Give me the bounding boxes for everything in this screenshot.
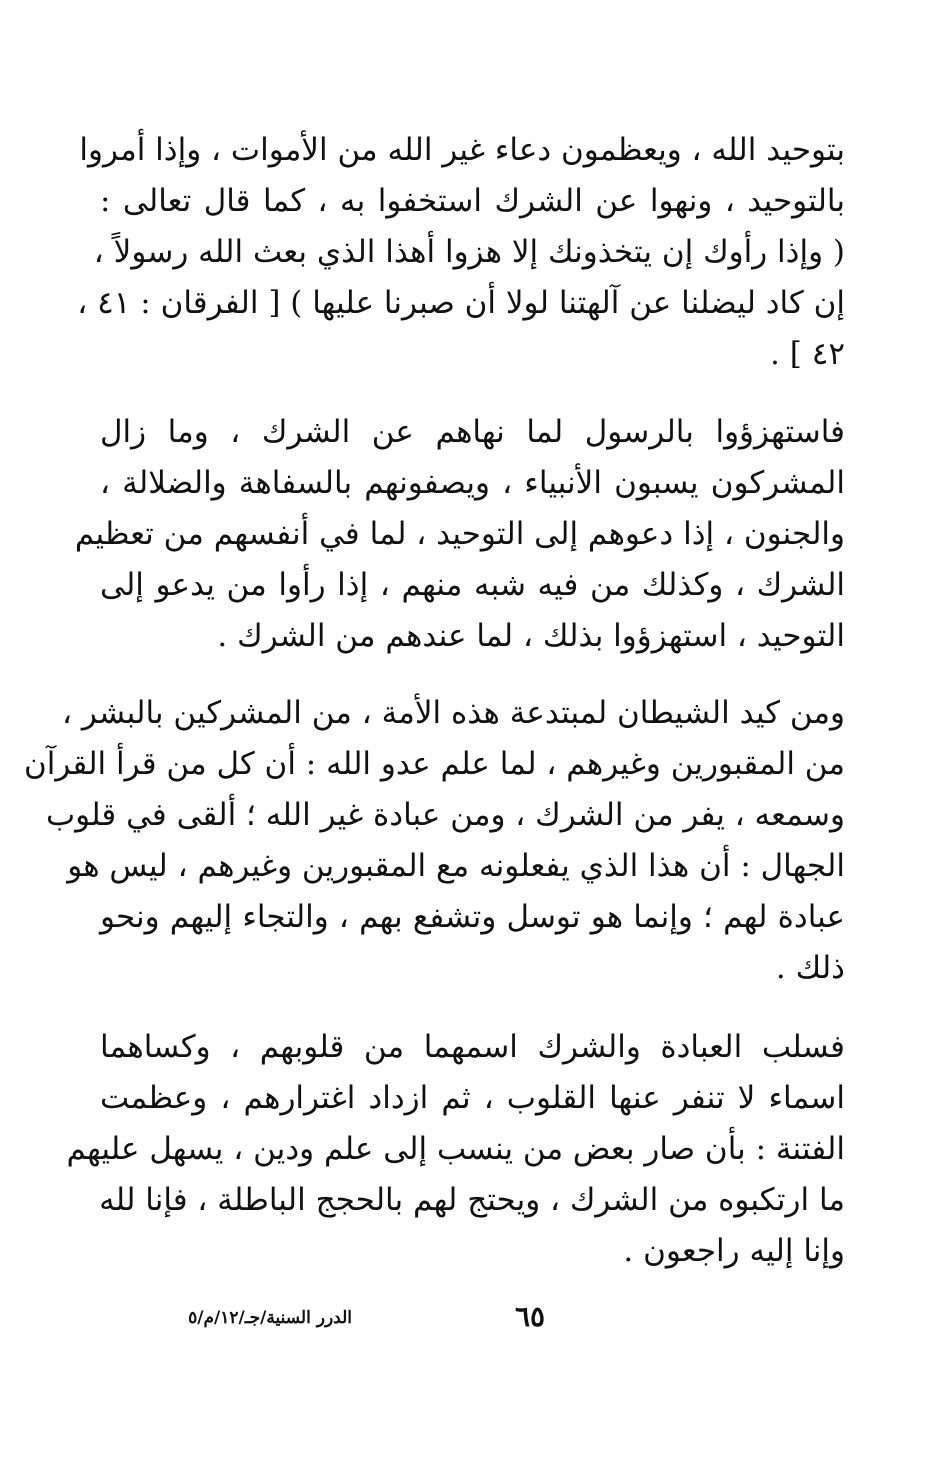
page-footer [100,1300,845,1340]
paragraph-3 [23,688,845,994]
text-line: الفتنة : بأن صار بعض من ينسب إلى علم ودين ، يسهل عليهم [66,1131,845,1167]
text-line: اسماء لا تنفر عنها القلوب ، ثم ازداد اغترارهم ، وعظمت [100,1080,845,1116]
text-line: ( وإذا رأوك إن يتخذونك إلا هزوا أهذا الذي بعث الله رسولاً ، [93,234,845,270]
text-line: الشرك ، وكذلك من فيه شبه منهم ، إذا رأوا من يدعو إلى [100,567,845,603]
text-line: والجنون ، إذا دعوهم إلى التوحيد ، لما في أنفسهم من تعظيم [74,516,845,552]
text-line: من المقبورين وغيرهم ، لما علم عدو الله : أن كل من قرأ القرآن [23,746,845,782]
source-reference: الدرر السنية/جـ/١٢/م/٥ [188,1308,352,1328]
text-line: فسلب العبادة والشرك اسمهما من قلوبهم ، وكساهما [100,1029,845,1065]
text-line: ما ارتكبوه من الشرك ، ويحتج لهم بالحجج الباطلة ، فإنا لله [99,1182,845,1218]
text-line: ٤٢ ] . [770,336,845,372]
page-number: ٦٥ [514,1300,546,1333]
text-line: وإنا إليه راجعون . [623,1233,845,1269]
text-line: الجهال : أن هذا الذي يفعلونه مع المقبورين وغيرهم ، ليس هو [67,848,845,884]
text-line: بتوحيد الله ، ويعظمون دعاء غير الله من الأموات ، وإذا أمروا [79,132,845,168]
text-line: فاستهزؤوا بالرسول لما نهاهم عن الشرك ، وما زال [100,414,845,450]
text-line: إن كاد ليضلنا عن آلهتنا لولا أن صبرنا عليها ) [ الفرقان : ٤١ ، [77,285,845,321]
text-line: المشركون يسبون الأنبياء ، ويصفونهم بالسفاهة والضلالة ، [100,465,845,501]
text-line: عبادة لهم ؛ وإنما هو توسل وتشفع بهم ، والتجاء إليهم ونحو [100,899,845,935]
paragraph-2 [74,407,845,662]
paragraph-1 [77,125,845,380]
paragraph-4 [66,1022,845,1277]
text-line: ومن كيد الشيطان لمبتدعة هذه الأمة ، من المشركين بالبشر ، [62,695,845,731]
text-line: وسمعه ، يفر من الشرك ، ومن عبادة غير الله ؛ ألقى في قلوب [45,797,845,833]
text-line: التوحيد ، استهزؤوا بذلك ، لما عندهم من الشرك . [217,618,845,654]
text-line: ذلك . [775,950,845,986]
text-line: بالتوحيد ، ونهوا عن الشرك استخفوا به ، كما قال تعالى : [100,183,845,219]
